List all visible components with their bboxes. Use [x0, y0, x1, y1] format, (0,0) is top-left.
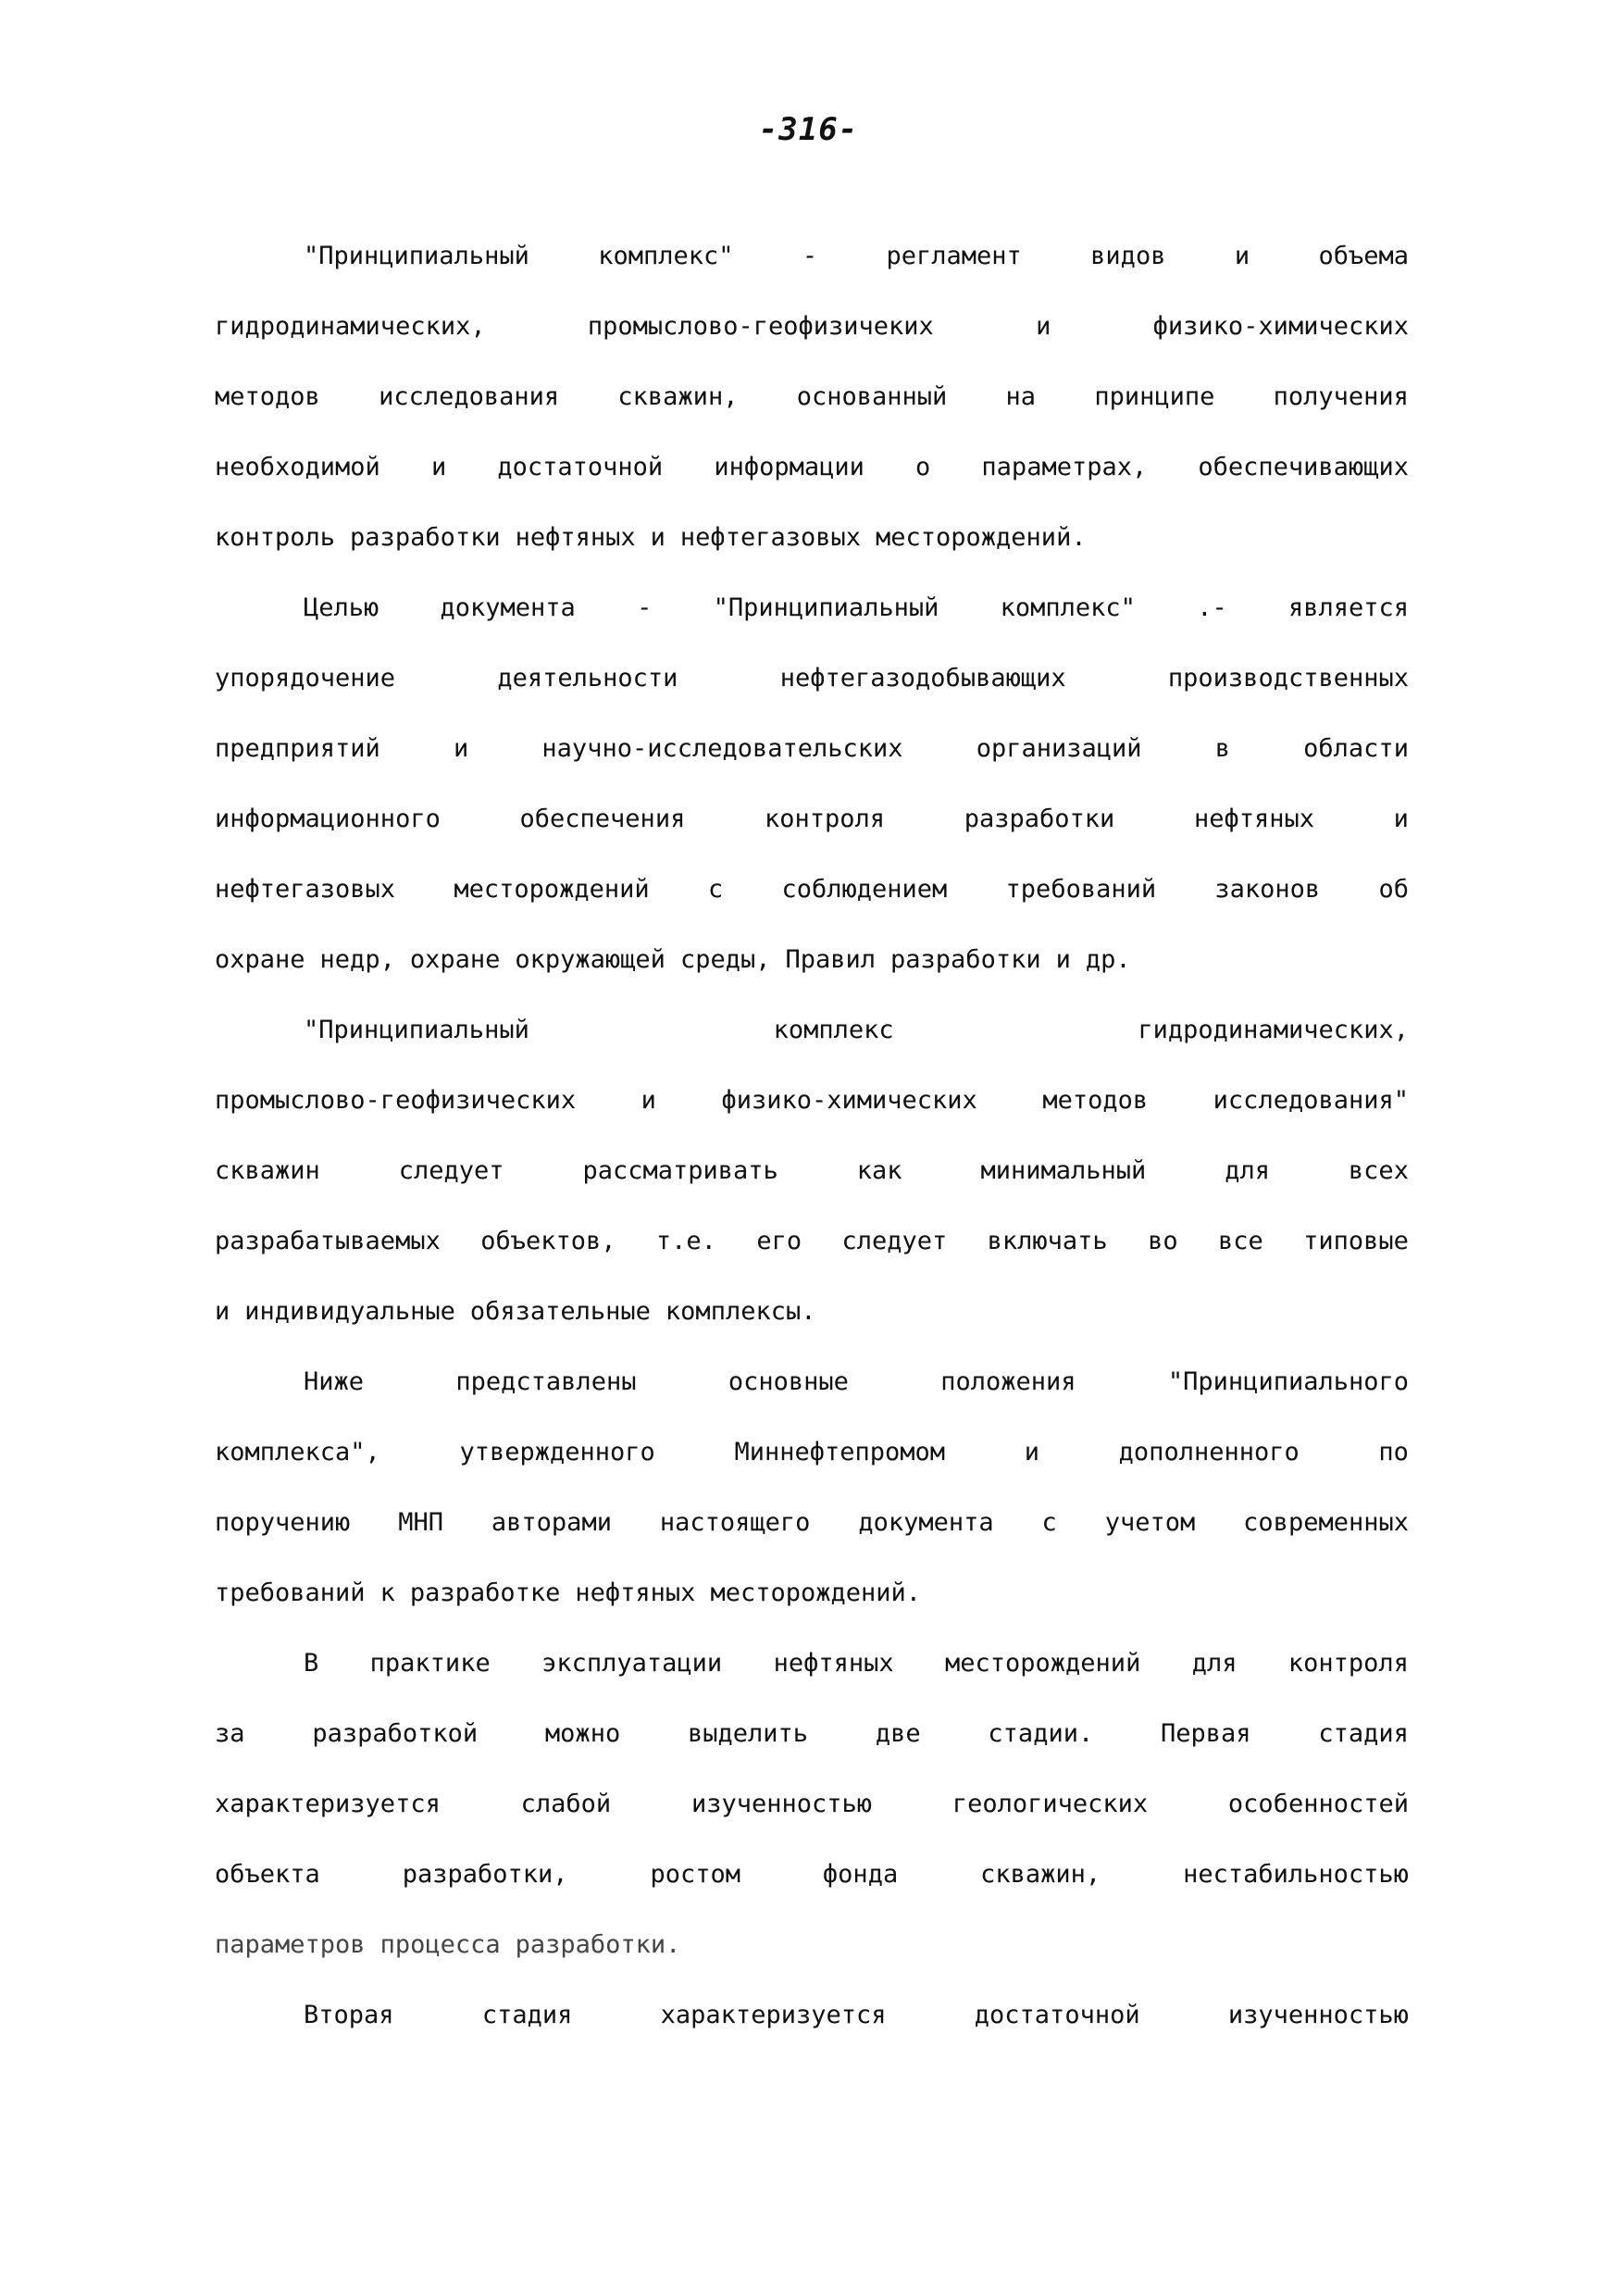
text-line: Целью документа - "Принципиальный комплекс" .- является — [304, 593, 1409, 622]
text-line: упорядочение деятельности нефтегазодобывающих производственных — [215, 664, 1409, 693]
text-line: за разработкой можно выделить две стадии. Первая стадия — [215, 1719, 1409, 1748]
paragraph — [215, 1355, 1409, 1637]
paragraph — [215, 1637, 1409, 1989]
text-line: информационного обеспечения контроля разработки нефтяных и — [215, 805, 1409, 833]
text-line: Вторая стадия характеризуется достаточной изученностью — [304, 2001, 1409, 2029]
text-line: нефтегазовых месторождений с соблюдением требований законов об — [215, 875, 1409, 904]
paragraph — [215, 1989, 1409, 2059]
text-line: В практике эксплуатации нефтяных месторождений для контроля — [304, 1649, 1409, 1678]
text-line: требований к разработке нефтяных месторождений. — [215, 1578, 922, 1607]
page-number: -316- — [758, 111, 859, 148]
text-line: разрабатываемых объектов, т.е. его следует включать во все типовые — [215, 1227, 1409, 1255]
text-line: гидродинамических, промыслово-геофизичеких и физико-химических — [215, 312, 1409, 341]
text-line: необходимой и достаточной информации о параметрах, обеспечивающих — [215, 453, 1409, 481]
text-line: характеризуется слабой изученностью геологических особенностей — [215, 1790, 1409, 1818]
paragraph — [215, 581, 1409, 1004]
text-line: контроль разработки нефтяных и нефтегазовых месторождений. — [215, 523, 1087, 552]
text-line: "Принципиальный комплекс гидродинамических, — [304, 1016, 1409, 1044]
text-line: поручению МНП авторами настоящего документа с учетом современных — [215, 1508, 1409, 1537]
text-line: "Принципиальный комплекс" - регламент видов и объема — [304, 242, 1409, 270]
text-line: методов исследования скважин, основанный на принципе получения — [215, 382, 1409, 411]
text-line: Ниже представлены основные положения "Принципиального — [304, 1367, 1409, 1396]
document-body — [215, 230, 1409, 2059]
paragraph — [215, 230, 1409, 581]
text-line: скважин следует рассматривать как минимальный для всех — [215, 1156, 1409, 1185]
text-line: объекта разработки, ростом фонда скважин, нестабильностью — [215, 1860, 1409, 1889]
text-line: промыслово-геофизических и физико-химических методов исследования" — [215, 1086, 1409, 1115]
text-line: комплекса", утвержденного Миннефтепромом и дополненного по — [215, 1438, 1409, 1466]
text-line: охране недр, охране окружающей среды, Правил разработки и др. — [215, 945, 1131, 974]
text-line: и индивидуальные обязательные комплексы. — [215, 1297, 816, 1326]
text-line: предприятий и научно-исследовательских организаций в области — [215, 734, 1409, 763]
paragraph — [215, 1004, 1409, 1355]
text-line: параметров процесса разработки. — [215, 1930, 681, 1959]
